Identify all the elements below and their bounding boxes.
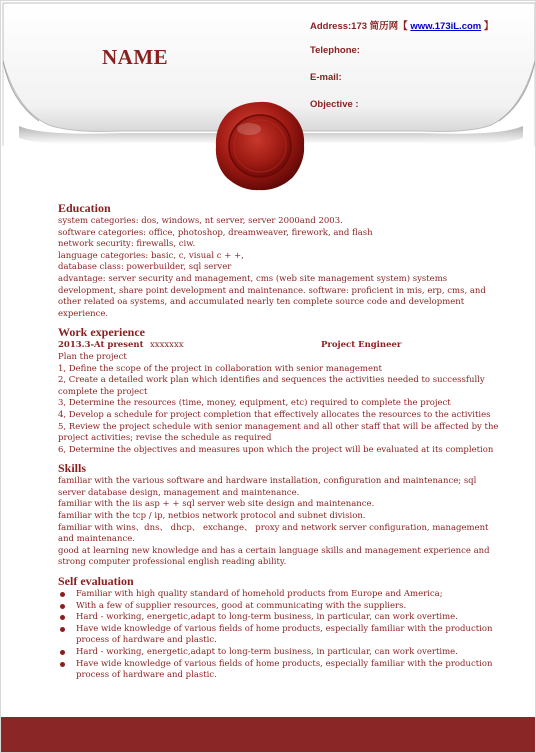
list-item <box>58 624 501 647</box>
footer-bar <box>1 717 536 753</box>
work-line: 6, Determine the objectives and measures upon which the project will be evaluated at its completion <box>58 444 494 455</box>
skills-line: familiar with wins、dns、 dhcp、 exchange、 proxy and network server configuration, management and maintenance. <box>58 522 489 545</box>
job-date: 2013.3-At present <box>58 340 144 351</box>
work-section <box>58 325 501 456</box>
objective-label: Objective : <box>310 99 359 110</box>
list-item-text: Have wide knowledge of various fields of home products, especially familiar with the production process of hardware and plastic. <box>76 658 493 681</box>
wax-seal-icon <box>213 99 307 193</box>
skills-line: familiar with the iis asp + + sql server web site design and maintenance. <box>58 499 375 510</box>
education-line: network security: firewalls, ciw. <box>58 239 196 250</box>
list-item-text: Have wide knowledge of various fields of home products, especially familiar with the production process of hardware and plastic. <box>76 623 493 646</box>
education-heading: Education <box>58 201 111 215</box>
skills-line: good at learning new knowledge and has a certain language skills and management experience and strong computer professional english reading ability. <box>58 545 490 568</box>
list-item-text: With a few of supplier resources, good at communicating with the suppliers. <box>76 600 407 611</box>
address-label: Address:173 简历网【 <box>310 21 408 32</box>
list-item <box>58 647 501 659</box>
work-line: 1, Define the scope of the project in collaboration with senior management <box>58 363 382 374</box>
work-heading: Work experience <box>58 325 145 340</box>
bullet-icon <box>60 604 65 609</box>
education-section <box>58 201 501 320</box>
address-bracket: 】 <box>483 21 494 32</box>
list-item <box>58 659 501 682</box>
job-company: xxxxxxx <box>150 340 184 351</box>
skills-line: familiar with the various software and hardware installation, configuration and maintenance; sql server database design, management and maintenance. <box>58 476 477 498</box>
website-link[interactable]: www.173iL.com <box>410 21 482 32</box>
email-label: E-mail: <box>310 72 342 83</box>
bullet-icon <box>60 627 65 632</box>
list-item-text: Familiar with high quality standard of homehold products from Europe and America; <box>76 589 443 600</box>
self-evaluation-section <box>58 574 501 682</box>
bullet-icon <box>60 650 65 655</box>
self-evaluation-heading: Self evaluation <box>58 574 134 589</box>
skills-heading: Skills <box>58 461 87 476</box>
self-evaluation-list <box>58 589 501 682</box>
telephone-label: Telephone: <box>310 45 360 56</box>
list-item-text: Hard - working, energetic,adapt to long-term business, in particular, can work overtime. <box>76 612 458 623</box>
work-line: 3, Determine the resources (time, money, equipment, etc) required to complete the project <box>58 398 451 409</box>
bullet-icon <box>60 592 65 597</box>
skills-line: familiar with the tcp / ip, netbios network protocol and subnet division. <box>58 511 366 522</box>
job-header <box>58 340 501 352</box>
education-line: system categories: dos, windows, nt server, server 2000and 2003. <box>58 216 343 226</box>
work-line: 5, Review the project schedule with senior management and all other staff that will be affected by the project activities; revise the schedule as required <box>58 421 499 444</box>
skills-section <box>58 461 501 569</box>
education-line: software categories: office, photoshop, dreamweaver, firework, and flash <box>58 227 373 238</box>
education-line: advantage: server security and management, cms (web site management system) systems development, share point development and maintenance. software: proficient in mis, erp, cms, and other related oa systems, and accumulated nearly ten complete source code and development experience. <box>58 273 486 319</box>
list-item <box>58 601 501 613</box>
work-line: 2, Create a detailed work plan which identifies and sequences the activities needed to successfully complete the project <box>58 375 485 397</box>
address-line <box>310 18 493 45</box>
work-line: Plan the project <box>58 351 127 362</box>
job-position: Project Engineer <box>321 340 402 351</box>
education-line: language categories: basic, c, visual c + +, <box>58 250 244 261</box>
list-item <box>58 589 501 601</box>
bullet-icon <box>60 662 65 667</box>
resume-body <box>58 201 501 687</box>
education-line: database class: powerbuilder, sql server <box>58 262 232 273</box>
contact-block <box>310 18 493 126</box>
list-item <box>58 612 501 624</box>
list-item-text: Hard - working, energetic,adapt to long-term business, in particular, can work overtime. <box>76 647 458 657</box>
work-line: 4, Develop a schedule for project completion that effectively allocates the resources to the activities <box>58 409 491 420</box>
bullet-icon <box>60 615 65 620</box>
candidate-name: NAME <box>102 45 169 69</box>
